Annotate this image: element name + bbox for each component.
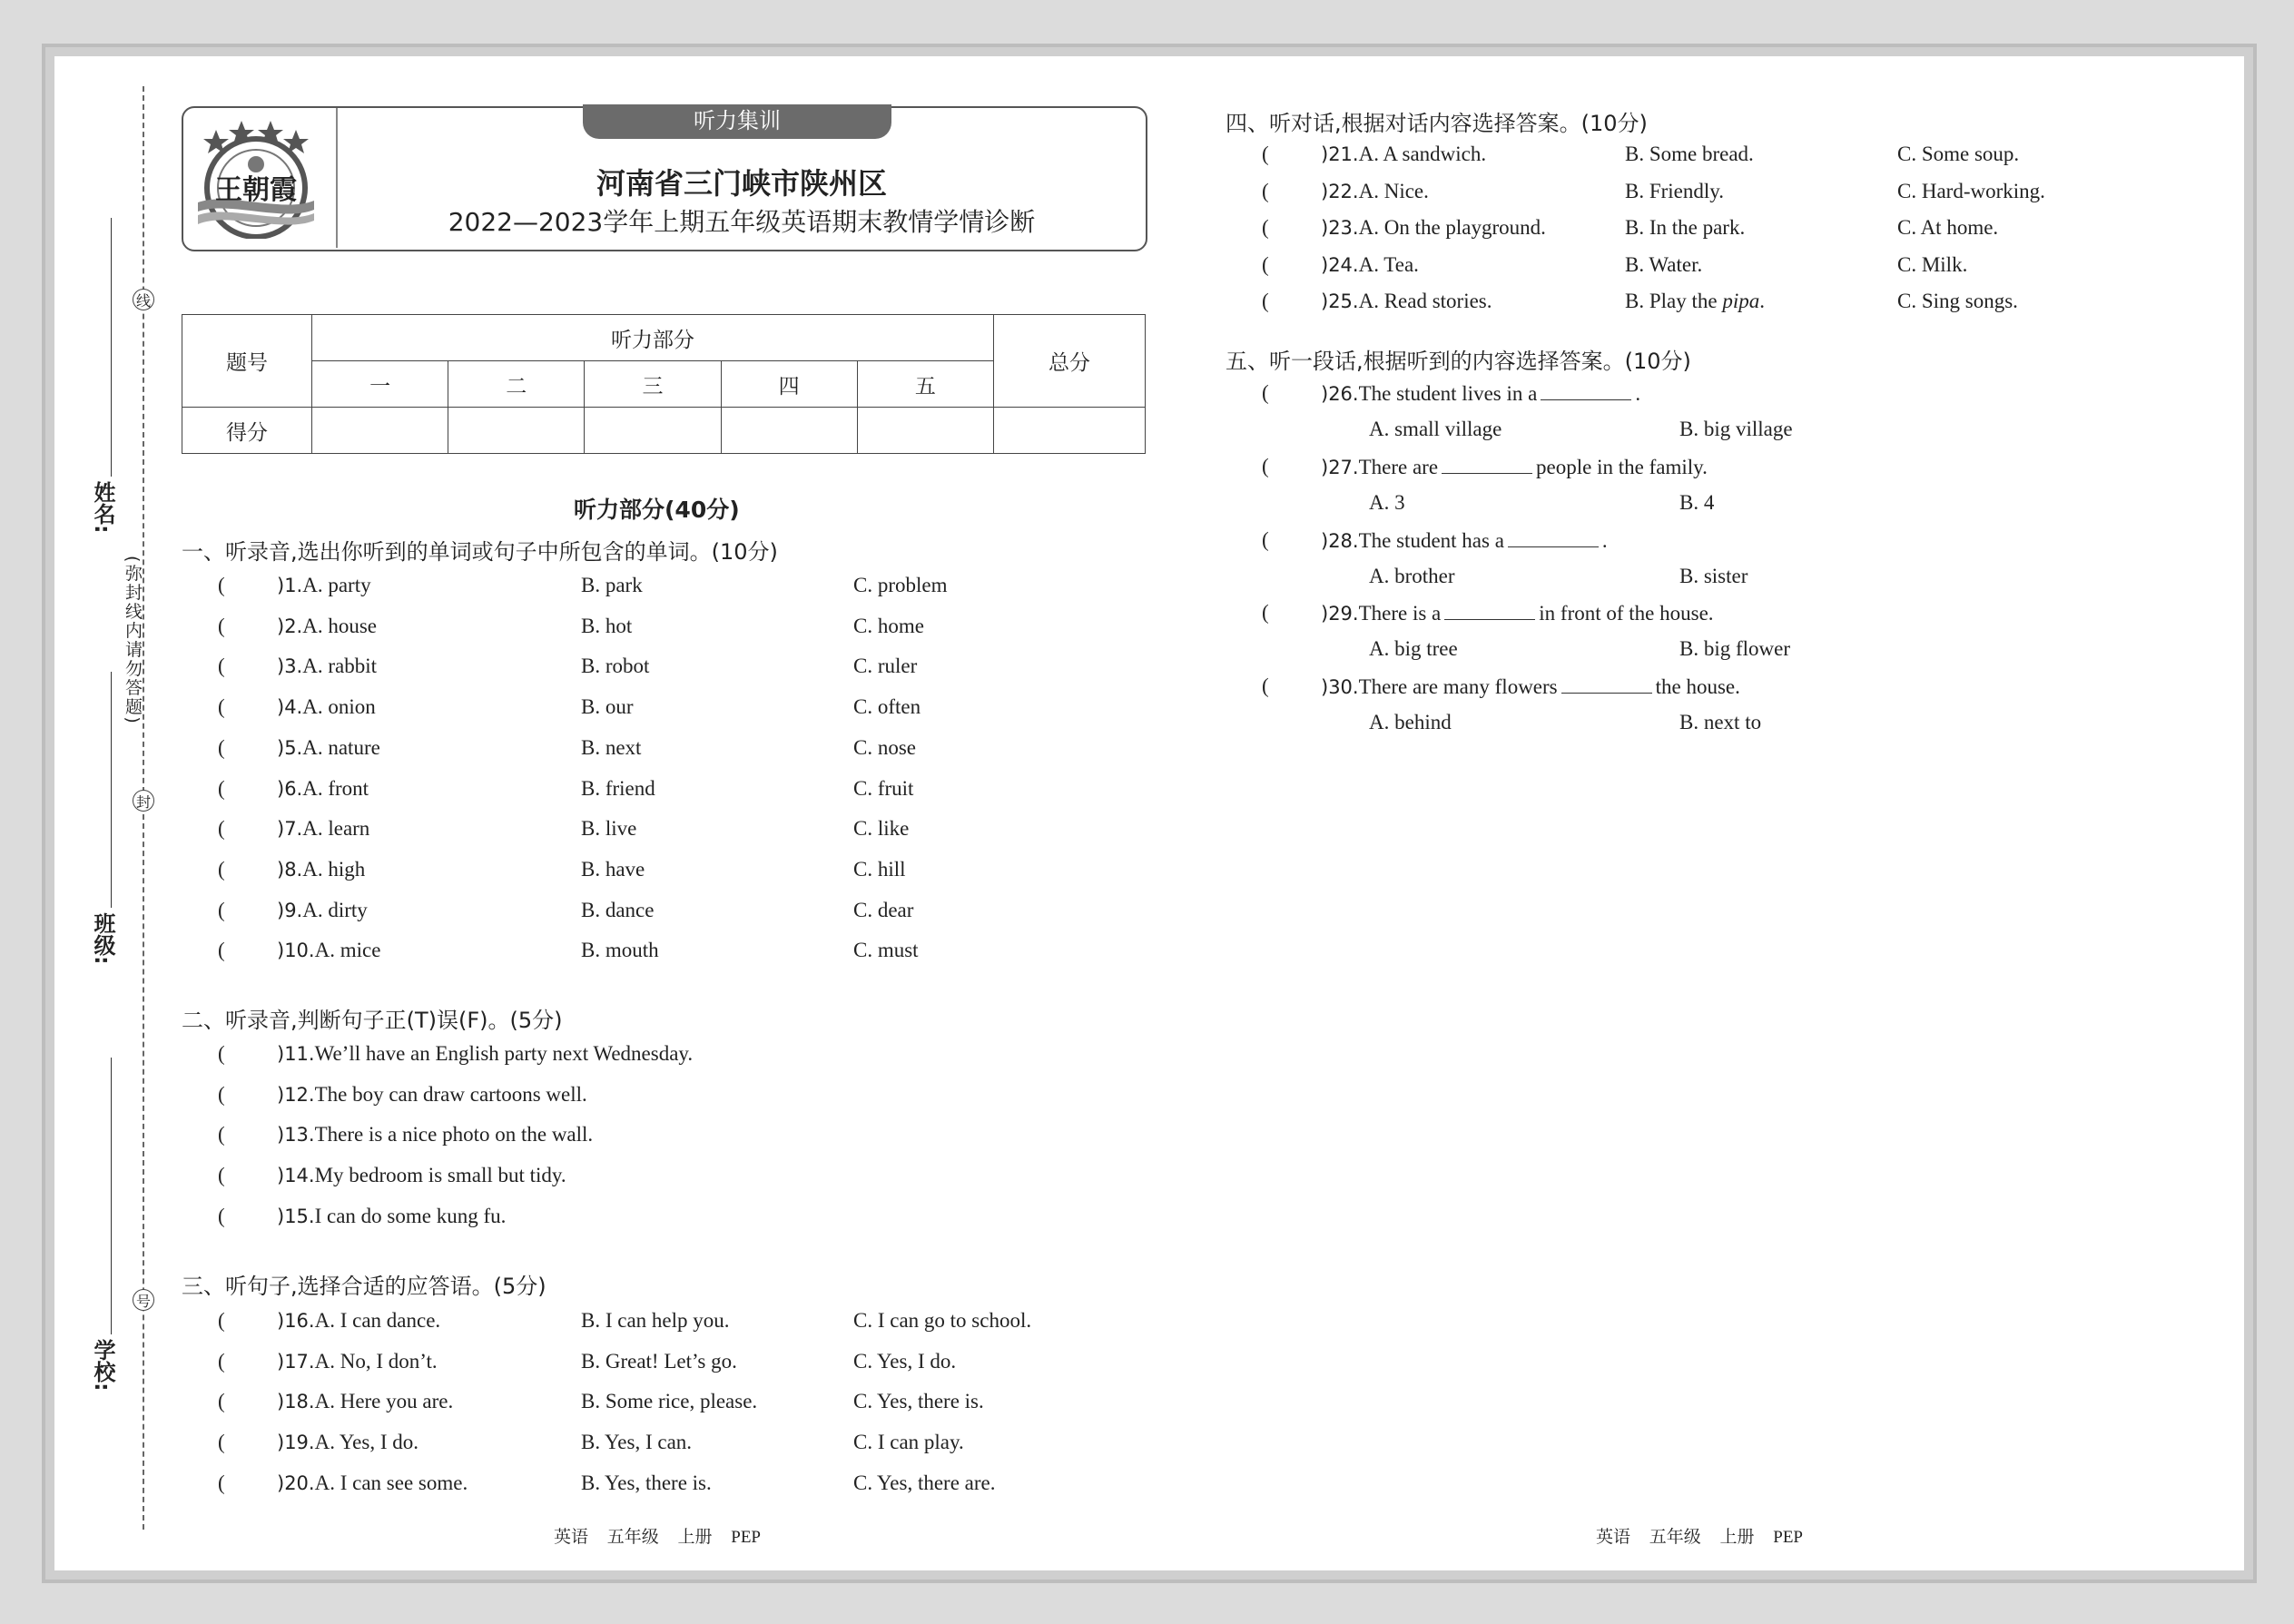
option-b: B. Great! Let’s go. xyxy=(581,1349,737,1373)
score-table-col-1: 一 xyxy=(312,361,448,408)
question-row xyxy=(277,1205,506,1228)
option-a: A. nature xyxy=(302,735,380,759)
option-a: A. big tree xyxy=(1369,637,1458,661)
option-b: B. In the park. xyxy=(1625,216,1746,239)
answer-paren[interactable]: ( xyxy=(1262,290,1269,312)
question-row xyxy=(1321,253,1419,277)
option-a: A. Yes, I do. xyxy=(314,1431,418,1454)
option-a: A. I can dance. xyxy=(314,1309,441,1332)
answer-paren[interactable]: ( xyxy=(1262,527,1269,551)
banner-tab: 听力集训 xyxy=(583,104,891,139)
option-b: B. next to xyxy=(1679,711,1762,734)
question-row xyxy=(277,695,376,719)
question-number: )3. xyxy=(277,655,303,678)
answer-paren[interactable]: ( xyxy=(218,1204,225,1227)
question-row xyxy=(277,1350,438,1373)
option-b: B. live xyxy=(581,817,637,841)
question-number: )20. xyxy=(277,1471,315,1494)
option-a: A. front xyxy=(302,776,369,800)
option-b: B. next xyxy=(581,735,642,759)
question-row xyxy=(277,1042,693,1066)
score-cell-4[interactable] xyxy=(721,408,857,454)
question-row xyxy=(277,1083,587,1107)
option-a: A. Nice. xyxy=(1358,179,1429,202)
section-5-title: 五、听一段话,根据听到的内容选择答案。(10分) xyxy=(1226,349,1691,374)
question-text-post: in front of the house. xyxy=(1539,602,1714,625)
question-text: There is a xyxy=(1358,602,1442,625)
answer-paren[interactable]: ( xyxy=(218,655,225,678)
option-a: A. 3 xyxy=(1369,490,1405,514)
question-text-post: . xyxy=(1601,528,1608,552)
question-row xyxy=(277,1390,453,1413)
option-a: A. high xyxy=(302,857,366,881)
answer-paren[interactable]: ( xyxy=(218,1431,225,1454)
question-text: There are many flowers xyxy=(1358,675,1558,699)
school-field-label: 学校: xyxy=(90,1339,115,1392)
option-c: C. Yes, there is. xyxy=(853,1390,984,1413)
answer-paren[interactable]: ( xyxy=(1262,252,1269,276)
question-row xyxy=(277,817,369,841)
score-table-col-4: 四 xyxy=(721,361,857,408)
option-c: C. often xyxy=(853,695,921,719)
question-number: )1. xyxy=(277,575,303,596)
statement-text: My bedroom is small but tidy. xyxy=(314,1164,566,1187)
option-c: C. Milk. xyxy=(1897,252,1968,276)
question-number: )30. xyxy=(1321,676,1359,699)
statement-text: We’ll have an English party next Wednesday. xyxy=(314,1042,694,1065)
question-row xyxy=(1321,528,1608,553)
score-cell-total[interactable] xyxy=(994,408,1146,454)
exam-title-main: 2022—2023学年上期五年级英语期末教情学情诊断 xyxy=(448,207,1036,237)
option-b: B. park xyxy=(581,574,643,596)
question-row xyxy=(277,1471,468,1495)
answer-blank[interactable] xyxy=(1508,528,1599,547)
section-1-title: 一、听录音,选出你听到的单词或句子中所包含的单词。(10分) xyxy=(182,539,778,565)
question-row xyxy=(277,1309,440,1333)
option-b-post: . xyxy=(1759,290,1765,312)
score-cell-3[interactable] xyxy=(585,408,721,454)
option-c: C. Sing songs. xyxy=(1897,290,2018,312)
footer-left: 英语 五年级 上册 PEP xyxy=(554,1528,761,1547)
score-table xyxy=(182,314,1146,454)
answer-paren[interactable]: ( xyxy=(218,695,225,719)
option-b: B. Water. xyxy=(1625,252,1703,276)
option-c: C. I can play. xyxy=(853,1431,964,1454)
question-number: )7. xyxy=(277,818,303,841)
question-number: )17. xyxy=(277,1350,315,1373)
option-a: A. No, I don’t. xyxy=(314,1349,438,1373)
option-c: C. problem xyxy=(853,574,948,596)
option-a: A. dirty xyxy=(302,898,368,921)
binding-label-xian: 线 xyxy=(133,289,154,310)
option-a: A. rabbit xyxy=(302,655,377,678)
score-table-col-3: 三 xyxy=(585,361,721,408)
option-c: C. Yes, I do. xyxy=(853,1349,957,1373)
question-row xyxy=(277,655,377,678)
option-a: A. behind xyxy=(1369,711,1452,734)
answer-paren[interactable]: ( xyxy=(1262,674,1269,698)
question-number: )12. xyxy=(277,1083,315,1106)
question-number: )18. xyxy=(277,1391,315,1413)
answer-paren[interactable]: ( xyxy=(218,898,225,921)
question-row xyxy=(277,1164,566,1187)
option-a: A. Read stories. xyxy=(1358,290,1492,312)
option-b: B. 4 xyxy=(1679,490,1715,514)
option-b: B. I can help you. xyxy=(581,1309,730,1332)
option-a: A. A sandwich. xyxy=(1358,143,1487,165)
question-row xyxy=(1321,180,1429,203)
option-a: A. mice xyxy=(314,939,381,962)
exam-title-region: 河南省三门峡市陕州区 xyxy=(596,166,887,201)
question-number: )9. xyxy=(277,899,303,921)
question-text-post: the house. xyxy=(1655,675,1740,699)
question-number: )11. xyxy=(277,1043,315,1065)
question-number: )24. xyxy=(1321,253,1359,276)
option-a: A. house xyxy=(302,614,378,637)
question-text: The student lives in a xyxy=(1358,382,1538,405)
statement-text: There is a nice photo on the wall. xyxy=(314,1123,594,1147)
question-row xyxy=(277,615,377,638)
answer-paren[interactable]: ( xyxy=(1262,601,1269,625)
question-number: )16. xyxy=(277,1310,315,1332)
section-2-title: 二、听录音,判断句子正(T)误(F)。(5分) xyxy=(182,1008,563,1033)
answer-paren[interactable]: ( xyxy=(218,574,225,596)
question-number: )23. xyxy=(1321,217,1359,239)
answer-paren[interactable]: ( xyxy=(218,1164,225,1187)
score-table-defen: 得分 xyxy=(182,408,312,454)
answer-paren[interactable]: ( xyxy=(218,1390,225,1413)
option-b: B. hot xyxy=(581,614,633,637)
class-field-line xyxy=(111,672,112,908)
answer-paren[interactable]: ( xyxy=(1262,381,1269,404)
question-row xyxy=(277,1431,418,1454)
answer-paren[interactable]: ( xyxy=(218,1082,225,1106)
score-cell-1[interactable] xyxy=(312,408,448,454)
question-number: )29. xyxy=(1321,603,1359,625)
option-b-italic: pipa xyxy=(1722,290,1760,312)
question-row xyxy=(277,858,365,881)
answer-paren[interactable]: ( xyxy=(1262,216,1269,239)
question-number: )13. xyxy=(277,1124,315,1147)
answer-paren[interactable]: ( xyxy=(218,939,225,962)
option-a: A. brother xyxy=(1369,564,1455,587)
answer-blank[interactable] xyxy=(1444,601,1535,620)
answer-blank[interactable] xyxy=(1442,455,1532,474)
section-3-title: 三、听句子,选择合适的应答语。(5分) xyxy=(182,1274,546,1299)
option-a: A. Tea. xyxy=(1358,252,1419,276)
question-number: )28. xyxy=(1321,529,1359,552)
question-number: )4. xyxy=(277,696,303,719)
option-c: C. nose xyxy=(853,735,916,759)
option-b: B. Some rice, please. xyxy=(581,1390,758,1413)
option-a: A. learn xyxy=(302,817,370,841)
question-number: )6. xyxy=(277,777,303,800)
question-number: )27. xyxy=(1321,456,1359,478)
question-number: )19. xyxy=(277,1432,315,1454)
answer-paren[interactable]: ( xyxy=(218,776,225,800)
option-b: B. Yes, there is. xyxy=(581,1471,712,1494)
question-text: The student has a xyxy=(1358,528,1504,552)
binding-label-hao: 号 xyxy=(133,1289,154,1311)
option-c: C. like xyxy=(853,817,910,841)
binding-note: (弥封线内请勿答题) xyxy=(123,556,143,725)
answer-paren[interactable]: ( xyxy=(1262,179,1269,202)
question-number: )25. xyxy=(1321,290,1359,312)
answer-blank[interactable] xyxy=(1561,674,1652,694)
answer-blank[interactable] xyxy=(1541,381,1631,400)
class-field-label: 班级: xyxy=(90,912,115,965)
question-row xyxy=(277,1123,593,1147)
question-text: There are xyxy=(1358,455,1439,478)
question-row xyxy=(277,736,380,760)
option-c: C. Yes, there are. xyxy=(853,1471,996,1494)
option-c: C. must xyxy=(853,939,919,962)
option-a: A. On the playground. xyxy=(1358,216,1546,239)
question-text-post: . xyxy=(1635,382,1641,405)
option-b xyxy=(1625,290,1765,313)
question-row xyxy=(277,899,368,922)
part-title: 听力部分(40分) xyxy=(574,497,740,523)
score-table-col-2: 二 xyxy=(448,361,585,408)
question-row xyxy=(1321,455,1708,479)
option-b: B. Some bread. xyxy=(1625,143,1754,165)
option-b: B. sister xyxy=(1679,564,1748,587)
option-c: C. ruler xyxy=(853,655,918,678)
binding-label-feng: 封 xyxy=(133,790,154,812)
answer-paren[interactable]: ( xyxy=(218,1309,225,1332)
question-number: )26. xyxy=(1321,383,1359,405)
answer-paren[interactable]: ( xyxy=(218,735,225,759)
score-table-tihao: 题号 xyxy=(182,315,312,408)
option-b: B. robot xyxy=(581,655,650,678)
option-c: C. home xyxy=(853,614,924,637)
question-row xyxy=(1321,674,1740,699)
question-row xyxy=(277,777,369,801)
answer-paren[interactable]: ( xyxy=(218,614,225,637)
option-b: B. friend xyxy=(581,776,655,800)
option-b: B. dance xyxy=(581,898,655,921)
question-row xyxy=(1321,290,1492,313)
answer-paren[interactable]: ( xyxy=(218,817,225,841)
option-c: C. At home. xyxy=(1897,216,1999,239)
name-field-label: 姓名: xyxy=(90,481,115,534)
option-b: B. Yes, I can. xyxy=(581,1431,693,1454)
option-c: C. dear xyxy=(853,898,914,921)
name-field-line xyxy=(111,218,112,477)
option-b-pre: B. Play the xyxy=(1625,290,1723,312)
school-field-line xyxy=(111,1058,112,1334)
score-cell-2[interactable] xyxy=(448,408,585,454)
answer-paren[interactable]: ( xyxy=(218,857,225,881)
option-a: A. small village xyxy=(1369,418,1502,440)
section-4-title: 四、听对话,根据对话内容选择答案。(10分) xyxy=(1226,111,1648,136)
answer-paren[interactable]: ( xyxy=(218,1042,225,1065)
question-text-post: people in the family. xyxy=(1536,455,1708,478)
statement-text: I can do some kung fu. xyxy=(314,1204,507,1227)
option-b: B. Friendly. xyxy=(1625,179,1725,202)
question-number: )22. xyxy=(1321,180,1359,202)
option-a: A. I can see some. xyxy=(314,1471,468,1494)
option-a: A. party xyxy=(302,574,371,596)
question-row xyxy=(1321,143,1486,166)
exam-paper xyxy=(54,56,2244,1570)
option-b: B. our xyxy=(581,695,634,719)
question-row xyxy=(1321,601,1714,625)
option-c: C. hill xyxy=(853,857,906,881)
answer-paren[interactable]: ( xyxy=(218,1471,225,1494)
answer-paren[interactable]: ( xyxy=(218,1349,225,1373)
header-box xyxy=(182,106,1147,251)
question-number: )10. xyxy=(277,940,315,962)
footer-right: 英语 五年级 上册 PEP xyxy=(1596,1528,1803,1547)
svg-text:王朝霞: 王朝霞 xyxy=(215,174,297,206)
score-cell-5[interactable] xyxy=(857,408,993,454)
question-row xyxy=(1321,381,1640,406)
option-c: C. I can go to school. xyxy=(853,1309,1032,1332)
question-number: )14. xyxy=(277,1165,315,1187)
option-c: C. Some soup. xyxy=(1897,143,2020,165)
statement-text: The boy can draw cartoons well. xyxy=(314,1082,587,1106)
question-row xyxy=(1321,216,1546,240)
option-a: A. Here you are. xyxy=(314,1390,454,1413)
option-b: B. mouth xyxy=(581,939,659,962)
question-number: )2. xyxy=(277,615,303,637)
option-b: B. big village xyxy=(1679,418,1793,440)
score-table-total: 总分 xyxy=(994,315,1146,408)
option-b: B. big flower xyxy=(1679,637,1791,661)
option-a: A. onion xyxy=(302,695,376,719)
question-row xyxy=(277,574,371,597)
answer-paren[interactable]: ( xyxy=(1262,143,1269,165)
option-c: C. fruit xyxy=(853,776,914,800)
answer-paren[interactable]: ( xyxy=(218,1123,225,1147)
question-row xyxy=(277,939,380,962)
question-number: )15. xyxy=(277,1205,315,1227)
question-number: )8. xyxy=(277,858,303,881)
answer-paren[interactable]: ( xyxy=(1262,454,1269,477)
question-number: )5. xyxy=(277,736,303,759)
option-b: B. have xyxy=(581,857,645,881)
score-table-col-5: 五 xyxy=(857,361,993,408)
score-table-listening: 听力部分 xyxy=(312,315,994,361)
option-c: C. Hard-working. xyxy=(1897,179,2045,202)
question-number: )21. xyxy=(1321,143,1359,165)
